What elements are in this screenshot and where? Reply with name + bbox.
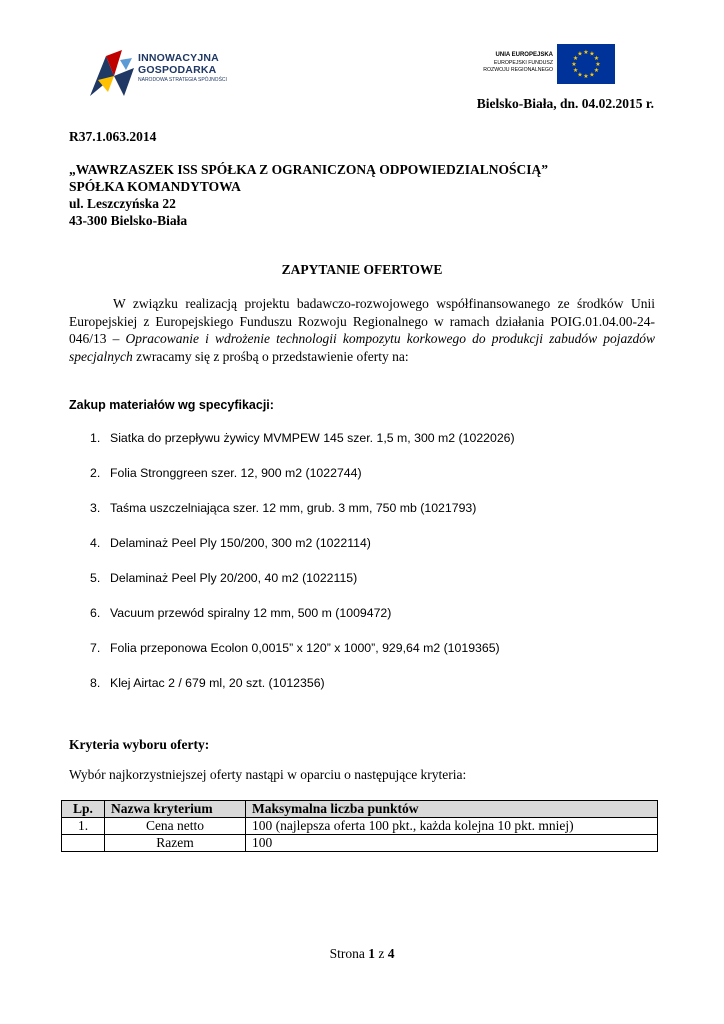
eu-star-icon: ★ bbox=[595, 62, 601, 68]
list-item bbox=[90, 571, 357, 585]
addressee-company-type: SPÓŁKA KOMANDYTOWA bbox=[69, 179, 241, 194]
document-date: Bielsko-Biała, dn. 04.02.2015 r. bbox=[476, 96, 654, 111]
list-item-number: 1. bbox=[90, 431, 101, 445]
innowacyjna-gospodarka-emblem-icon bbox=[84, 46, 140, 102]
reference-number: R37.1.063.2014 bbox=[69, 129, 157, 144]
logo-right-line2: EUROPEJSKI FUNDUSZ bbox=[493, 60, 553, 66]
logo-left-line1: INNOWACYJNA bbox=[138, 52, 219, 64]
footer-page-number: 1 bbox=[368, 946, 375, 961]
logo-left-line2: GOSPODARKA bbox=[138, 64, 217, 76]
intro-text-1: W związku realizacją projektu badawczo-rozwojowego współfinansowanego ze środków Unii Europejskiej z Europejskiego Funduszu Rozwoju Regionalnego w ramach działania POIG.01.04.00-24-046/13 – bbox=[69, 296, 655, 346]
list-item-text: Vacuum przewód spiralny 12 mm, 500 m (1009472) bbox=[110, 606, 392, 620]
list-item-text: Klej Airtac 2 / 679 ml, 20 szt. (1012356) bbox=[110, 676, 325, 690]
eu-star-icon: ★ bbox=[589, 72, 595, 79]
table-cell: 100 bbox=[246, 835, 658, 852]
list-item-number: 8. bbox=[90, 676, 101, 690]
list-item bbox=[90, 501, 476, 515]
document-title: ZAPYTANIE OFERTOWE bbox=[281, 262, 443, 277]
criteria-table bbox=[61, 800, 658, 852]
list-item-text: Delaminaż Peel Ply 20/200, 40 m2 (1022115) bbox=[110, 571, 358, 585]
list-item-text: Folia przeponowa Ecolon 0,0015” x 120” x 1000”, 929,64 m2 (1019365) bbox=[110, 641, 500, 655]
table-cell bbox=[62, 835, 105, 852]
table-row bbox=[62, 818, 658, 835]
eu-star-icon: ★ bbox=[589, 51, 595, 58]
list-item bbox=[90, 676, 325, 690]
logo-right-line1: UNIA EUROPEJSKA bbox=[495, 52, 553, 58]
list-item bbox=[90, 606, 391, 620]
list-item-text: Taśma uszczelniająca szer. 12 mm, grub. 3 mm, 750 mb (1021793) bbox=[110, 501, 477, 515]
logo-left-line3: NARODOWA STRATEGIA SPÓJNOŚCI bbox=[138, 77, 227, 83]
page-footer bbox=[0, 946, 724, 962]
list-item-number: 7. bbox=[90, 641, 101, 655]
list-item-text: Folia Stronggreen szer. 12, 900 m2 (1022744) bbox=[110, 466, 362, 480]
table-cell: 1. bbox=[62, 818, 105, 835]
eu-star-icon: ★ bbox=[577, 51, 583, 58]
innowacyjna-gospodarka-logo bbox=[80, 44, 240, 106]
table-header-row bbox=[62, 801, 658, 818]
list-item-text: Delaminaż Peel Ply 150/200, 300 m2 (1022114) bbox=[110, 536, 371, 550]
intro-text-2: zwracamy się z prośbą o przedstawienie oferty na: bbox=[132, 348, 409, 364]
eu-star-icon: ★ bbox=[583, 74, 589, 80]
eu-star-icon: ★ bbox=[593, 68, 600, 74]
eu-star-icon: ★ bbox=[572, 68, 579, 74]
list-item-number: 5. bbox=[90, 571, 101, 585]
list-item bbox=[90, 431, 515, 445]
addressee-block bbox=[69, 161, 548, 229]
eu-star-icon: ★ bbox=[572, 56, 579, 62]
list-item-number: 4. bbox=[90, 536, 101, 550]
table-cell: Cena netto bbox=[105, 818, 246, 835]
list-item bbox=[90, 536, 371, 550]
table-header-cell: Nazwa kryterium bbox=[105, 801, 246, 818]
addressee-street: ul. Leszczyńska 22 bbox=[69, 196, 176, 211]
table-cell: 100 (najlepsza oferta 100 pkt., każda kolejna 10 pkt. mniej) bbox=[246, 818, 658, 835]
footer-prefix: Strona bbox=[329, 946, 369, 961]
addressee-city: 43-300 Bielsko-Biała bbox=[69, 213, 188, 228]
list-item-number: 3. bbox=[90, 501, 101, 515]
logo-right-line3: ROZWOJU REGIONALNEGO bbox=[483, 67, 553, 73]
footer-total-pages: 4 bbox=[387, 946, 395, 961]
eu-flag-icon bbox=[557, 44, 615, 84]
list-item-number: 6. bbox=[90, 606, 101, 620]
list-item-text: Siatka do przepływu żywicy MVMPEW 145 szer. 1,5 m, 300 m2 (1022026) bbox=[110, 431, 515, 445]
footer-middle: z bbox=[374, 946, 388, 961]
list-item-number: 2. bbox=[90, 466, 101, 480]
spec-heading: Zakup materiałów wg specyfikacji: bbox=[69, 398, 274, 412]
eu-star-icon: ★ bbox=[571, 62, 577, 68]
table-cell: Razem bbox=[105, 835, 246, 852]
addressee-company: „WAWRZASZEK ISS SPÓŁKA Z OGRANICZONĄ ODPOWIEDZIALNOŚCIĄ” bbox=[69, 162, 548, 177]
criteria-heading: Kryteria wyboru oferty: bbox=[69, 737, 210, 752]
criteria-intro: Wybór najkorzystniejszej oferty nastąpi w oparciu o następujące kryteria: bbox=[69, 767, 467, 782]
intro-paragraph bbox=[69, 295, 655, 365]
eu-star-icon: ★ bbox=[583, 50, 589, 56]
table-row bbox=[62, 835, 658, 852]
eu-logo bbox=[470, 44, 615, 84]
table-header-cell: Maksymalna liczba punktów bbox=[246, 801, 658, 818]
table-header-cell: Lp. bbox=[62, 801, 105, 818]
project-title: Opracowanie i wdrożenie technologii kompozytu korkowego do produkcji zabudów pojazdów specjalnych bbox=[69, 331, 655, 364]
eu-star-icon: ★ bbox=[577, 72, 583, 79]
eu-star-icon: ★ bbox=[593, 56, 600, 62]
list-item bbox=[90, 641, 500, 655]
list-item bbox=[90, 466, 362, 480]
